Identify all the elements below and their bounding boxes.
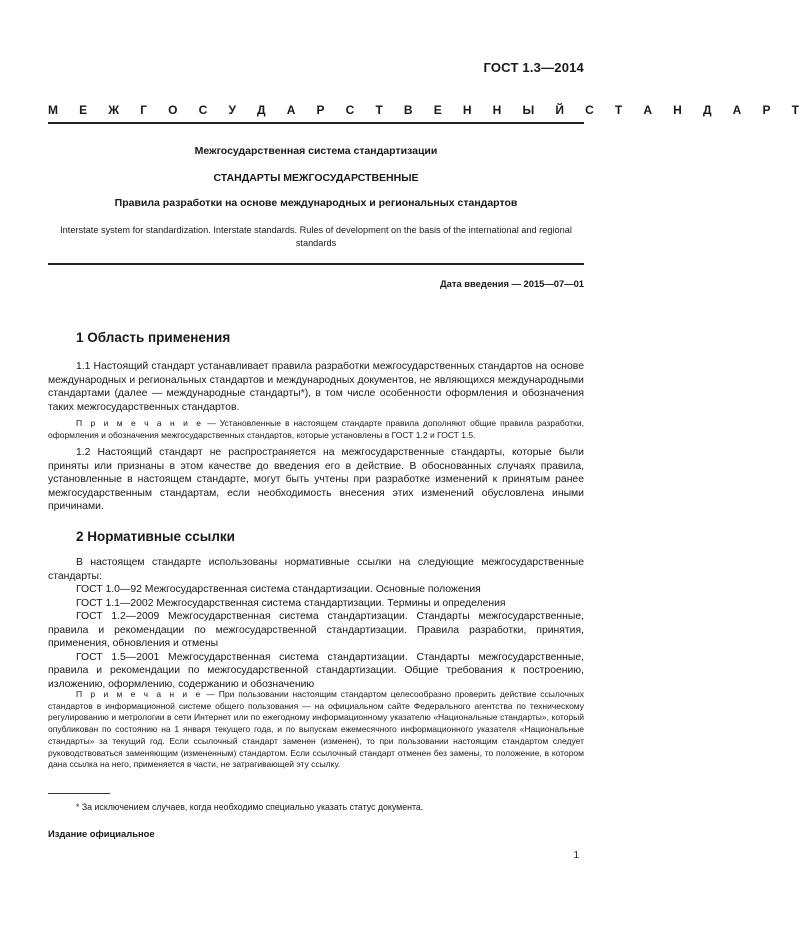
system-title: Межгосударственная система стандартизации xyxy=(194,145,438,157)
edition-label: Издание официальное xyxy=(48,828,155,839)
section-2-note xyxy=(48,689,584,771)
date-divider xyxy=(48,263,584,265)
paragraph-1-1: 1.1 Настоящий стандарт устанавливает правила разработки межгосударственных стандартов на основе международных и региональных стандартов и международных документов, не являющихся международными стандартами (далее — международные стандарты*), в том числе особенности оформления и обозначения таких межгосударственных стандартов. xyxy=(48,361,584,413)
standards-title: СТАНДАРТЫ МЕЖГОСУДАРСТВЕННЫЕ xyxy=(213,172,419,184)
page-number: 1 xyxy=(573,850,579,861)
reference-gost-1-1: ГОСТ 1.1—2002 Межгосударственная система стандартизации. Термины и определения xyxy=(76,597,506,609)
top-divider xyxy=(48,122,584,124)
reference-gost-1-5: ГОСТ 1.5—2001 Межгосударственная система стандартизации. Стандарты межгосударственные, правила и рекомендации по межгосударственной стандартизации. Общие требования к построению, изложению, оформлению, содержанию и обозначению xyxy=(48,651,584,690)
introduction-date: Дата введения — 2015—07—01 xyxy=(439,278,584,289)
note-text: — Установленные в настоящем стандарте правила дополняют общие правила разработки, оформления и обозначения межгосударственных стандартов, которые установлены в ГОСТ 1.2 и ГОСТ 1.5. xyxy=(48,418,584,440)
section-1-note xyxy=(48,418,584,441)
note-label: П р и м е ч а н и е xyxy=(76,689,203,699)
interstate-standard-banner: М Е Ж Г О С У Д А Р С Т В Е Н Н Ы Й С Т А Н Д А Р Т xyxy=(48,103,808,117)
english-title: Interstate system for standardization. Interstate standards. Rules of development on the basis of the international and regional standards xyxy=(60,225,572,248)
reference-gost-1-2: ГОСТ 1.2—2009 Межгосударственная система стандартизации. Стандарты межгосударственные, правила и рекомендации по межгосударственной стандартизации. Правила разработки, принятия, применения, обновления и отмены xyxy=(48,611,584,649)
paragraph-1-2: 1.2 Настоящий стандарт не распространяется на межгосударственные стандарты, которые были приняты или признаны в этом качестве до введения его в действие. В обоснованных случаях правила, установленные в настоящем стандарте, могут быть учтены при разработке изменений к принятым ранее межгосударственным стандартам, если необходимость внесения этих изменений обусловлена иными причинами. xyxy=(48,447,584,512)
reference-gost-1-0: ГОСТ 1.0—92 Межгосударственная система стандартизации. Основные положения xyxy=(76,584,481,595)
reference-list xyxy=(48,583,584,691)
section-1-heading: 1 Область применения xyxy=(76,330,231,345)
references-intro: В настоящем стандарте использованы нормативные ссылки на следующие межгосударственные стандарты: xyxy=(48,557,584,582)
note-label: П р и м е ч а н и е xyxy=(76,418,204,428)
rules-title: Правила разработки на основе международных и региональных стандартов xyxy=(114,197,518,209)
footnote-divider xyxy=(48,793,110,794)
note-text: — При пользовании настоящим стандартом целесообразно проверить действие ссылочных стандартов в информационной системе общего пользования — на официальном сайте Федерального агентства по техническому регулированию и метрологии в сети Интернет или по ежегодному информационному указателю «Национальные стандарты», который опубликован по состоянию на 1 января текущего года, и по выпускам ежемесячного информационного указателя «Национальные стандарты» за текущий год. Если ссылочный стандарт заменен (изменен), то при пользовании настоящим стандартом следует руководствоваться заменяющим (измененным) стандартом. Если ссылочный стандарт отменен без замены, то положение, в котором дана ссылка на него, применяется в части, не затрагивающей эту ссылку. xyxy=(48,689,584,770)
document-code: ГОСТ 1.3—2014 xyxy=(483,60,584,75)
section-2-heading: 2 Нормативные ссылки xyxy=(76,529,235,544)
footnote: * За исключением случаев, когда необходимо специально указать статус документа. xyxy=(76,802,424,812)
